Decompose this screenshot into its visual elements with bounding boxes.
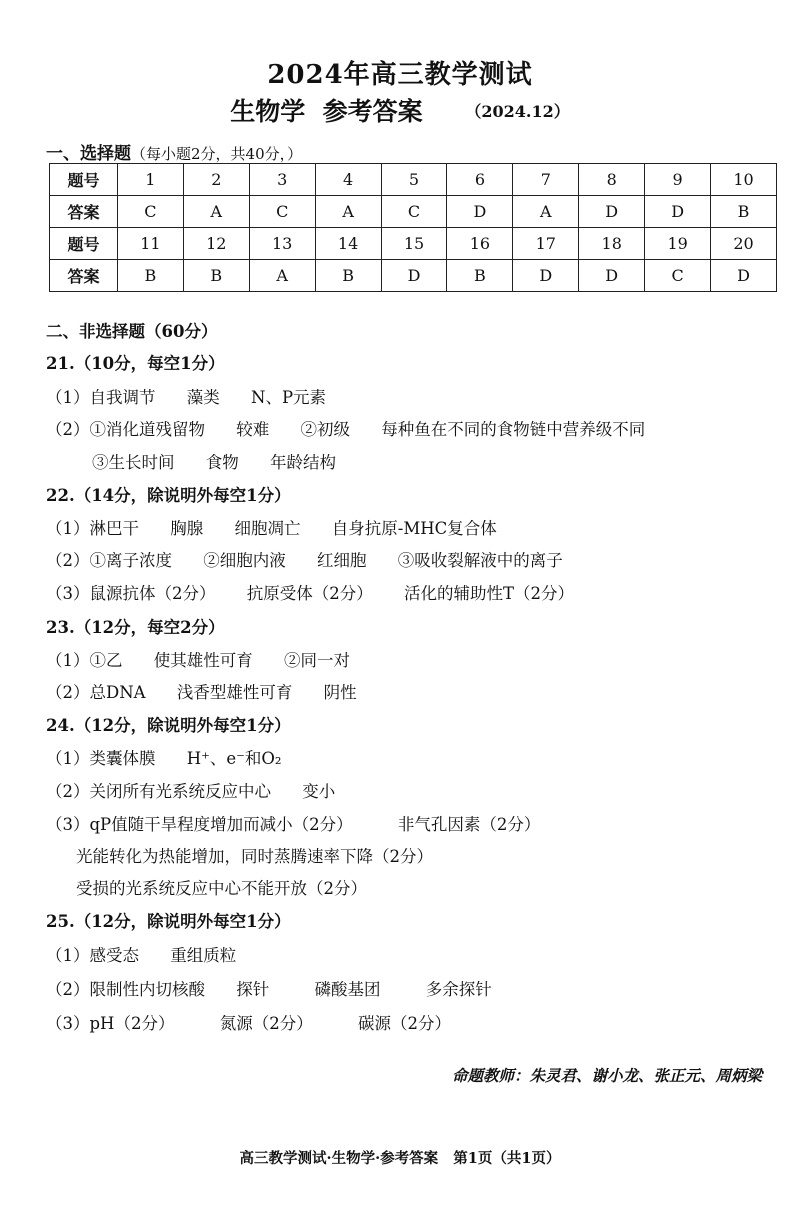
question-number: 15 bbox=[381, 228, 447, 260]
page-subtitle bbox=[0, 92, 800, 128]
question-number: 19 bbox=[645, 228, 711, 260]
question-number: 20 bbox=[711, 228, 777, 260]
q21-line1 bbox=[46, 384, 326, 408]
answer-text: 使其雄性可育 bbox=[153, 651, 253, 670]
question-number: 14 bbox=[315, 228, 381, 260]
q24-line1 bbox=[46, 745, 281, 769]
q24-line2 bbox=[46, 778, 335, 802]
q21-heading: 21.（10分，每空1分） bbox=[46, 354, 225, 373]
answer-cell: C bbox=[249, 196, 315, 228]
q22-line2 bbox=[46, 547, 563, 571]
answer-text: ②初级 bbox=[300, 420, 350, 439]
answer-text: ③生长时间 bbox=[92, 453, 175, 472]
answer-text: 抗原受体（2分） bbox=[246, 584, 373, 603]
answer-text: ②同一对 bbox=[284, 651, 350, 670]
q23-heading: 23.（12分，每空2分） bbox=[46, 618, 225, 637]
answer-cell: D bbox=[381, 260, 447, 292]
section1-title: 一、选择题 bbox=[46, 144, 131, 164]
answer-text: 探针 bbox=[236, 980, 270, 999]
q24-line5: 受损的光系统反应中心不能开放（2分） bbox=[76, 879, 367, 898]
q22-line3 bbox=[46, 580, 574, 604]
answer-cell: B bbox=[117, 260, 183, 292]
choice-answer-table bbox=[49, 163, 777, 292]
answer-text: 活化的辅助性T（2分） bbox=[404, 584, 575, 603]
answer-cell: D bbox=[447, 196, 513, 228]
answer-text: 藻类 bbox=[186, 388, 220, 407]
answer-cell: B bbox=[711, 196, 777, 228]
answer-text: （2）①离子浓度 bbox=[46, 551, 172, 570]
answer-text: 细胞凋亡 bbox=[234, 519, 301, 538]
row-label: 答案 bbox=[50, 260, 118, 292]
q25-line1 bbox=[46, 942, 236, 966]
subject-title: 生物学 参考答案 bbox=[230, 97, 423, 126]
author-signature: 命题教师：朱灵君、谢小龙、张正元、周炳梁 bbox=[451, 1066, 762, 1085]
question-number: 18 bbox=[579, 228, 645, 260]
answer-cell: D bbox=[645, 196, 711, 228]
answer-text: N、P元素 bbox=[251, 388, 327, 407]
answer-text: ③吸收裂解液中的离子 bbox=[397, 551, 563, 570]
q25-line2 bbox=[46, 976, 492, 1000]
q25-line3 bbox=[46, 1010, 451, 1034]
answer-cell: B bbox=[315, 260, 381, 292]
answer-text: 氮源（2分） bbox=[219, 1014, 313, 1033]
answer-cell: C bbox=[645, 260, 711, 292]
answer-text: （3）鼠源抗体（2分） bbox=[46, 584, 216, 603]
answer-text: 非气孔因素（2分） bbox=[397, 815, 541, 834]
answer-text: 自身抗原-MHC复合体 bbox=[331, 519, 497, 538]
answer-text: （2）限制性内切核酸 bbox=[46, 980, 205, 999]
answer-text: 变小 bbox=[302, 782, 336, 801]
question-number: 13 bbox=[249, 228, 315, 260]
q25-heading: 25.（12分，除说明外每空1分） bbox=[46, 912, 291, 931]
question-number: 6 bbox=[447, 164, 513, 196]
answer-text: 每种鱼在不同的食物链中营养级不同 bbox=[381, 420, 646, 439]
question-number: 11 bbox=[117, 228, 183, 260]
answer-cell: A bbox=[249, 260, 315, 292]
q22-heading: 22.（14分，除说明外每空1分） bbox=[46, 486, 291, 505]
question-number: 2 bbox=[183, 164, 249, 196]
answer-text: 较难 bbox=[236, 420, 270, 439]
question-number: 5 bbox=[381, 164, 447, 196]
answer-text: 磷酸基团 bbox=[314, 980, 381, 999]
answer-text: 年龄结构 bbox=[270, 453, 336, 472]
answer-text: （3）pH（2分） bbox=[46, 1014, 175, 1033]
answer-cell: A bbox=[513, 196, 579, 228]
table-row bbox=[50, 260, 777, 292]
answer-text: （1）①乙 bbox=[46, 651, 123, 670]
table-row bbox=[50, 164, 777, 196]
q21-line3 bbox=[92, 449, 336, 473]
table-row bbox=[50, 196, 777, 228]
answer-cell: A bbox=[183, 196, 249, 228]
q24-line3 bbox=[46, 811, 540, 835]
answer-text: （1）感受态 bbox=[46, 946, 139, 965]
answer-cell: D bbox=[711, 260, 777, 292]
answer-cell: D bbox=[579, 196, 645, 228]
section1-note: （每小题2分，共40分，） bbox=[131, 145, 303, 163]
question-number: 16 bbox=[447, 228, 513, 260]
answer-text: 胸腺 bbox=[170, 519, 204, 538]
page-title: 2024年高三教学测试 bbox=[267, 60, 533, 90]
row-label: 题号 bbox=[50, 164, 118, 196]
question-number: 1 bbox=[117, 164, 183, 196]
table-row bbox=[50, 228, 777, 260]
answer-cell: D bbox=[513, 260, 579, 292]
answer-text: 重组质粒 bbox=[170, 946, 237, 965]
answer-text: H⁺、e⁻和O₂ bbox=[186, 749, 282, 768]
answer-cell: B bbox=[447, 260, 513, 292]
answer-text: （1）自我调节 bbox=[46, 388, 156, 407]
exam-date: （2024.12） bbox=[465, 102, 570, 121]
q21-line2 bbox=[46, 416, 645, 440]
question-number: 7 bbox=[513, 164, 579, 196]
question-number: 8 bbox=[579, 164, 645, 196]
row-label: 答案 bbox=[50, 196, 118, 228]
question-number: 17 bbox=[513, 228, 579, 260]
question-number: 9 bbox=[645, 164, 711, 196]
answer-text: 碳源（2分） bbox=[357, 1014, 451, 1033]
q23-line2 bbox=[46, 679, 357, 703]
answer-text: （2）关闭所有光系统反应中心 bbox=[46, 782, 271, 801]
question-number: 12 bbox=[183, 228, 249, 260]
answer-text: 阴性 bbox=[323, 683, 357, 702]
q24-line4: 光能转化为热能增加，同时蒸腾速率下降（2分） bbox=[76, 847, 433, 866]
answer-text: （1）淋巴干 bbox=[46, 519, 139, 538]
answer-cell: D bbox=[579, 260, 645, 292]
section1-heading bbox=[46, 139, 302, 164]
answer-cell: C bbox=[117, 196, 183, 228]
q22-line1 bbox=[46, 515, 497, 539]
q24-heading: 24.（12分，除说明外每空1分） bbox=[46, 716, 291, 735]
answer-text: 食物 bbox=[205, 453, 239, 472]
page-footer: 高三教学测试·生物学·参考答案 第1页（共1页） bbox=[239, 1150, 561, 1167]
answer-text: （2）总DNA bbox=[46, 683, 146, 702]
answer-text: 红细胞 bbox=[317, 551, 367, 570]
answer-cell: B bbox=[183, 260, 249, 292]
section2-title: 二、非选择题（60分） bbox=[46, 322, 218, 341]
row-label: 题号 bbox=[50, 228, 118, 260]
answer-text: （3）qP值随干旱程度增加而减小（2分） bbox=[46, 815, 353, 834]
answer-text: （2）①消化道残留物 bbox=[46, 420, 205, 439]
q23-line1 bbox=[46, 647, 350, 671]
question-number: 3 bbox=[249, 164, 315, 196]
answer-text: ②细胞内液 bbox=[203, 551, 286, 570]
answer-cell: A bbox=[315, 196, 381, 228]
question-number: 10 bbox=[711, 164, 777, 196]
answer-text: 多余探针 bbox=[425, 980, 492, 999]
answer-cell: C bbox=[381, 196, 447, 228]
answer-text: 浅香型雄性可育 bbox=[176, 683, 293, 702]
answer-text: （1）类囊体膜 bbox=[46, 749, 156, 768]
question-number: 4 bbox=[315, 164, 381, 196]
